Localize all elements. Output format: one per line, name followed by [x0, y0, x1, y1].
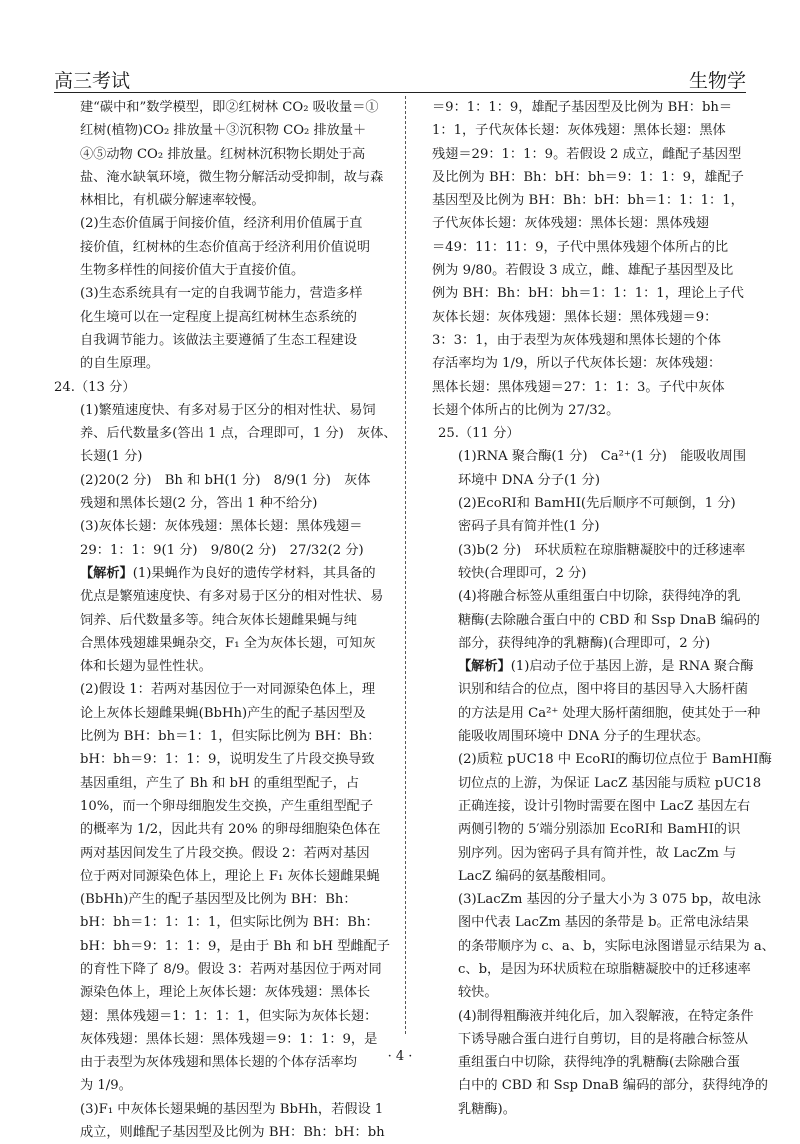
text-line — [432, 1005, 776, 1028]
line-text: 残翅和黑体长翅(2 分，答出 1 种不给分) — [80, 496, 318, 512]
text-line — [54, 143, 398, 166]
line-text: 源染色体上，理论上灰体长翅：灰体残翅：黑体长 — [80, 985, 371, 1001]
text-line — [432, 282, 776, 305]
text-line — [54, 795, 398, 818]
line-text: 盐、淹水缺氧环境，微生物分解活动受抑制，故与森 — [80, 169, 384, 185]
line-text: 养、后代数量多(答出 1 点，合理即可，1 分) 灰体、 — [80, 426, 397, 442]
text-line — [432, 958, 776, 981]
page-header — [54, 58, 746, 92]
line-text: 乳糖酶)。 — [458, 1101, 516, 1117]
text-line — [432, 562, 776, 585]
line-text: 图中代表 LacZm 基因的条带是 b。正常电泳结果 — [458, 915, 749, 931]
text-line — [54, 1121, 398, 1144]
line-text: 优点是繁殖速度快、有多对易于区分的相对性状、易 — [80, 589, 384, 605]
line-text: 子代灰体长翅：灰体残翅：黑体长翅：黑体残翅 — [432, 216, 709, 232]
line-text: 及比例为 BH：Bh：bH：bh＝9：1：1：9，雄配子 — [432, 169, 744, 185]
text-line — [432, 259, 776, 282]
line-text: bH：bh＝1：1：1：1，但实际比例为 BH：Bh： — [80, 915, 379, 931]
line-text: 3：3：1，由于表型为灰体残翅和黑体长翅的个体 — [432, 332, 721, 348]
left-column — [54, 96, 398, 1144]
line-text: (1)繁殖速度快、有多对易于区分的相对性状、易饲 — [80, 402, 376, 418]
line-text: 自我调节能力。该做法主要遵循了生态工程建设 — [80, 332, 357, 348]
line-text: 为 1/9。 — [80, 1078, 132, 1094]
text-line — [54, 1005, 398, 1028]
text-line — [432, 166, 776, 189]
line-text: 别序列。因为密码子具有简并性，故 LacZm 与 — [458, 845, 737, 861]
line-text: (3)b(2 分) 环状质粒在琼脂糖凝胶中的迁移速率 — [458, 542, 746, 558]
line-text: 位于两对同源染色体上，理论上 F₁ 灰体长翅雌果蝇 — [80, 868, 380, 884]
line-text: 存活率均为 1/9，所以子代灰体长翅：灰体残翅： — [432, 356, 722, 372]
line-text: ＝49：11：11：9，子代中黑体残翅个体所占的比 — [432, 239, 729, 255]
line-text: 黑体长翅：黑体残翅＝27：1：1：3。子代中灰体 — [432, 379, 725, 395]
text-line — [432, 981, 776, 1004]
line-text: bH：bh＝9：1：1：9，是由于 Bh 和 bH 型雌配子 — [80, 938, 390, 954]
line-text: (BbHh)产生的配子基因型及比例为 BH：Bh： — [80, 892, 357, 908]
line-text: 翅：黑体残翅＝1：1：1：1，但实际为灰体长翅： — [80, 1008, 378, 1024]
text-line — [54, 1074, 398, 1097]
text-line — [54, 981, 398, 1004]
text-line — [54, 678, 398, 701]
text-line — [432, 1098, 776, 1121]
text-line — [432, 655, 776, 678]
text-line — [54, 282, 398, 305]
line-text: 白中的 CBD 和 Ssp DnaB 编码的部分，获得纯净的 — [458, 1078, 768, 1094]
text-line — [54, 306, 398, 329]
line-text: 成立，则雌配子基因型及比例为 BH：Bh：bH：bh — [80, 1125, 385, 1141]
text-line — [54, 422, 398, 445]
text-line — [54, 539, 398, 562]
line-text: 两侧引物的 5′端分别添加 EcoRⅠ和 BamHⅠ的识 — [458, 822, 741, 838]
line-text: (3)生态系统具有一定的自我调节能力，营造多样 — [80, 286, 363, 302]
line-text: 红树(植物)CO₂ 排放量＋③沉积物 CO₂ 排放量＋ — [80, 123, 367, 139]
line-text: (3)LacZm 基因的分子量大小为 3 075 bp，故电泳 — [458, 892, 762, 908]
line-text: 比例为 BH：bh＝1：1，但实际比例为 BH：Bh： — [80, 729, 381, 745]
text-line — [432, 702, 776, 725]
page-number: · 4 · — [387, 1049, 413, 1064]
line-text: 24.（13 分） — [54, 379, 136, 395]
line-text: 环境中 DNA 分子(1 分) — [458, 472, 601, 488]
line-text: 灰体长翅：灰体残翅：黑体长翅：黑体残翅＝9： — [432, 309, 718, 325]
line-text: 基因重组，产生了 Bh 和 bH 的重组型配子，占 — [80, 775, 360, 791]
text-line — [54, 236, 398, 259]
line-text: 基因型及比例为 BH：Bh：bH：bh＝1：1：1：1， — [432, 193, 744, 209]
text-line — [54, 609, 398, 632]
text-line — [432, 911, 776, 934]
line-text: (3)F₁ 中灰体长翅果蝇的基因型为 BbHh，若假设 1 — [80, 1101, 384, 1117]
line-text: 长翅个体所占的比例为 27/32。 — [432, 402, 620, 418]
line-text: 10%，而一个卵母细胞发生交换，产生重组型配子 — [80, 798, 374, 814]
line-text: 化生境可以在一定程度上提高红树林生态系统的 — [80, 309, 357, 325]
line-text: 体和长翅为显性性状。 — [80, 659, 212, 675]
text-line — [54, 702, 398, 725]
text-line — [432, 96, 776, 119]
line-text: 部分，获得纯净的乳糖酶)(合理即可，2 分) — [458, 635, 711, 651]
line-text: ＝9：1：1：9，雄配子基因型及比例为 BH：bh＝ — [432, 100, 733, 115]
text-line — [432, 632, 776, 655]
text-line — [54, 329, 398, 352]
line-text: (4)将融合标签从重组蛋白中切除，获得纯净的乳 — [458, 589, 741, 605]
text-line — [54, 469, 398, 492]
line-text: 重组蛋白中切除，获得纯净的乳糖酶(去除融合蛋 — [458, 1055, 741, 1071]
text-line — [432, 888, 776, 911]
text-line — [54, 1098, 398, 1121]
line-text: (1)果蝇作为良好的遗传学材料，其具备的 — [132, 565, 376, 581]
text-line — [54, 445, 398, 468]
line-text: 的育性下降了 8/9。假设 3：若两对基因位于两对同 — [80, 961, 382, 977]
text-line — [432, 212, 776, 235]
line-text: 25.（11 分） — [438, 426, 520, 442]
line-text: (2)生态价值属于间接价值，经济利用价值属于直 — [80, 216, 363, 232]
text-line — [432, 306, 776, 329]
text-line — [54, 842, 398, 865]
right-column — [432, 96, 776, 1121]
line-text: 较快(合理即可，2 分) — [458, 565, 587, 581]
text-line — [54, 585, 398, 608]
text-line — [54, 958, 398, 981]
text-line — [432, 1074, 776, 1097]
line-text: 密码子具有简并性(1 分) — [458, 519, 600, 535]
text-line — [432, 585, 776, 608]
text-line — [54, 632, 398, 655]
text-line — [54, 352, 398, 375]
text-line — [432, 795, 776, 818]
line-text: (1)启动子位于基因上游，是 RNA 聚合酶 — [510, 659, 754, 675]
line-text: (1)RNA 聚合酶(1 分) Ca²⁺(1 分) 能吸收周围 — [458, 449, 747, 465]
line-text: 两对基因间发生了片段交换。假设 2：若两对基因 — [80, 845, 370, 861]
text-line — [54, 655, 398, 678]
text-line — [54, 166, 398, 189]
line-text: 灰体残翅：黑体长翅：黑体残翅＝9：1：1：9，是 — [80, 1031, 378, 1047]
line-text: 合黑体残翅雄果蝇杂交，F₁ 全为灰体长翅，可知灰 — [80, 635, 376, 651]
line-text: 识别和结合的位点，图中将目的基因导入大肠杆菌 — [458, 682, 749, 698]
text-line — [54, 189, 398, 212]
text-line — [432, 865, 776, 888]
text-line — [432, 422, 776, 445]
text-line — [432, 725, 776, 748]
line-text: 的方法是用 Ca²⁺ 处理大肠杆菌细胞，使其处于一种 — [458, 705, 761, 721]
line-text: 由于表型为灰体残翅和黑体长翅的个体存活率均 — [80, 1055, 357, 1071]
line-text: 1：1，子代灰体长翅：灰体残翅：黑体长翅：黑体 — [432, 123, 726, 139]
text-line — [432, 352, 776, 375]
text-line — [54, 399, 398, 422]
line-text: 糖酶(去除融合蛋白中的 CBD 和 Ssp DnaB 编码的 — [458, 612, 760, 628]
line-text: (3)灰体长翅：灰体残翅：黑体长翅：黑体残翅＝ — [80, 519, 363, 535]
line-text: bH：bh＝9：1：1：9，说明发生了片段交换导致 — [80, 752, 375, 768]
text-line — [54, 492, 398, 515]
line-text: LacZ 编码的氨基酸相同。 — [458, 868, 615, 884]
subject-title: 生物学 — [688, 70, 746, 92]
line-text: 生物多样性的间接价值大于直接价值。 — [80, 263, 305, 279]
line-text: (2)20(2 分) Bh 和 bH(1 分) 8/9(1 分) 灰体 — [80, 472, 371, 488]
text-line — [54, 259, 398, 282]
line-text: (2)质粒 pUC18 中 EcoRI的酶切位点位于 BamHI酶 — [458, 752, 772, 768]
text-line — [432, 376, 776, 399]
text-line — [432, 609, 776, 632]
analysis-label: 【解析】 — [458, 659, 511, 675]
line-text: (4)制得粗酶液并纯化后，加入裂解液，在特定条件 — [458, 1008, 754, 1024]
header-rule — [54, 92, 746, 93]
text-line — [432, 492, 776, 515]
text-line — [54, 119, 398, 142]
text-line — [432, 539, 776, 562]
line-text: 例为 BH：Bh：bH：bh＝1：1：1：1，理论上子代 — [432, 286, 744, 302]
text-line — [54, 1028, 398, 1051]
text-line — [54, 911, 398, 934]
text-line — [54, 818, 398, 841]
text-line — [54, 865, 398, 888]
line-text: 例为 9/80。若假设 3 成立，雌、雄配子基因型及比 — [432, 263, 734, 279]
text-line — [432, 119, 776, 142]
text-line — [432, 329, 776, 352]
text-line — [432, 748, 776, 771]
text-line — [54, 376, 398, 399]
line-text: 建“碳中和”数学模型，即②红树林 CO₂ 吸收量＝① — [80, 100, 379, 115]
text-line — [432, 399, 776, 422]
line-text: c、b，是因为环状质粒在琼脂糖凝胶中的迁移速率 — [458, 961, 751, 977]
text-line — [432, 515, 776, 538]
text-line — [54, 935, 398, 958]
line-text: 能吸收周围环境中 DNA 分子的生理状态。 — [458, 729, 710, 745]
text-line — [432, 935, 776, 958]
line-text: 林相比，有机碳分解速率较慢。 — [80, 193, 265, 209]
line-text: 切位点的上游，为保证 LacZ 基因能与质粒 pUC18 — [458, 775, 762, 791]
text-line — [432, 678, 776, 701]
line-text: 论上灰体长翅雌果蝇(BbHh)产生的配子基因型及 — [80, 705, 366, 721]
text-line — [54, 96, 398, 119]
line-text: 较快。 — [458, 985, 498, 1001]
line-text: 29：1：1：9(1 分) 9/80(2 分) 27/32(2 分) — [80, 542, 364, 558]
line-text: 下诱导融合蛋白进行自剪切，目的是将融合标签从 — [458, 1031, 749, 1047]
text-line — [54, 562, 398, 585]
text-line — [54, 772, 398, 795]
line-text: (2)EcoRⅠ和 BamHⅠ(先后顺序不可颠倒，1 分) — [458, 496, 736, 512]
text-line — [432, 189, 776, 212]
text-line — [432, 772, 776, 795]
line-text: 残翅＝29：1：1：9。若假设 2 成立，雌配子基因型 — [432, 146, 742, 162]
line-text: 饲养、后代数量多等。纯合灰体长翅雌果蝇与纯 — [80, 612, 357, 628]
text-line — [432, 469, 776, 492]
line-text: 的自生原理。 — [80, 356, 160, 372]
text-line — [54, 748, 398, 771]
text-line — [432, 143, 776, 166]
line-text: 的概率为 1/2，因此共有 20% 的卵母细胞染色体在 — [80, 822, 381, 838]
text-line — [432, 1028, 776, 1051]
text-line — [432, 445, 776, 468]
line-text: (2)假设 1：若两对基因位于一对同源染色体上，理 — [80, 682, 376, 698]
exam-title: 高三考试 — [54, 70, 131, 92]
column-divider — [405, 96, 406, 1034]
line-text: 正确连接，设计引物时需要在图中 LacZ 基因左右 — [458, 798, 751, 814]
line-text: 接价值，红树林的生态价值高于经济利用价值说明 — [80, 239, 371, 255]
line-text: 的条带顺序为 c、a、b，实际电泳图谱显示结果为 a、 — [458, 938, 775, 954]
text-line — [432, 236, 776, 259]
text-line — [54, 212, 398, 235]
text-line — [432, 842, 776, 865]
text-line — [432, 818, 776, 841]
text-line — [54, 515, 398, 538]
text-line — [54, 725, 398, 748]
line-text: ④⑤动物 CO₂ 排放量。红树林沉积物长期处于高 — [80, 146, 366, 162]
line-text: 长翅(1 分) — [80, 449, 143, 465]
analysis-label: 【解析】 — [80, 565, 133, 581]
text-line — [54, 888, 398, 911]
